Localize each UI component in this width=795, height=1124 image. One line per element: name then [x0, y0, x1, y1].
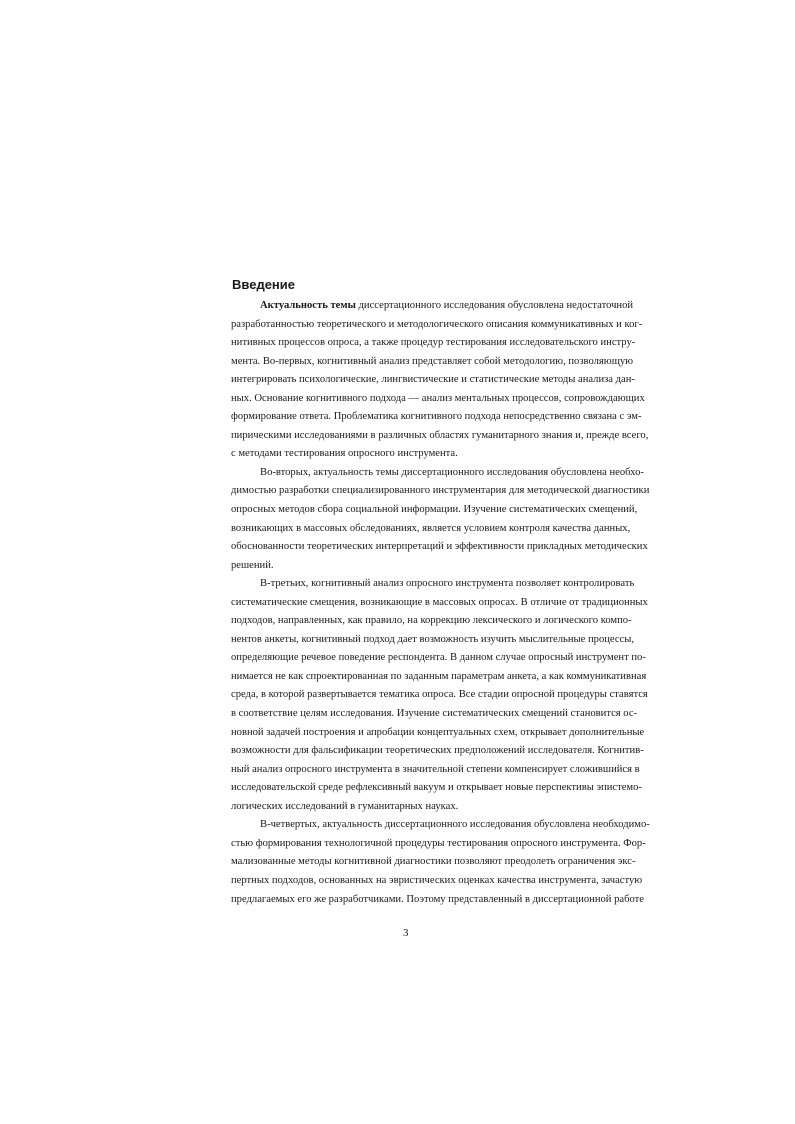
paragraph-line: в соответствие целям исследования. Изучение систематических смещений становится ос-: [231, 708, 638, 720]
paragraph-line: пирическими исследованиями в различных областях гуманитарного знания и, прежде всего,: [231, 429, 649, 441]
paragraph-line: логических исследований в гуманитарных науках.: [231, 800, 459, 812]
page-number: 3: [403, 927, 409, 939]
paragraph-line: с методами тестирования опросного инструмента.: [231, 448, 458, 460]
paragraph-line: пертных подходов, основанных на эвристических оценках качества инструмента, зачастую: [231, 874, 643, 886]
paragraph-fourth: [231, 816, 650, 909]
paragraph-line: среда, в которой развертывается тематика опроса. Все стадии опросной процедуры ставятся: [231, 689, 648, 701]
paragraph-line: ных. Основание когнитивного подхода — анализ ментальных процессов, сопровождающих: [231, 392, 645, 404]
paragraph-line: разработанностью теоретического и методологического описания коммуникативных и ког-: [231, 318, 643, 330]
paragraph-line: Во-вторых, актуальность темы диссертационного исследования обусловлена необхо-: [260, 466, 644, 478]
paragraph-line: подходов, направленных, как правило, на коррекцию лексического и логического компо-: [231, 615, 632, 627]
paragraph-line: димостью разработки специализированного инструментария для методической диагностики: [231, 485, 650, 497]
paragraph-line: возможности для фальсификации теоретических предположений исследователя. Когнитив-: [231, 745, 644, 757]
paragraph-line: решений.: [231, 559, 274, 571]
paragraph-line: нимается не как спроектированная по заданным параметрам анкета, а как коммуникативная: [231, 670, 647, 682]
paragraph-line: ный анализ опросного инструмента в значительной степени компенсирует сложившийся в: [231, 763, 640, 775]
paragraph-relevance: [231, 297, 649, 464]
paragraph-line: предлагаемых его же разработчиками. Поэтому представленный в диссертационной работе: [231, 893, 644, 905]
paragraph-line: интегрировать психологические, лингвистические и статистические методы анализа дан-: [231, 374, 635, 386]
paragraph-line: формирование ответа. Проблематика когнитивного подхода непосредственно связана с эм-: [231, 411, 642, 423]
bold-lead: Актуальность темы: [260, 300, 356, 311]
paragraph-line: нитивных процессов опроса, а также процедур тестирования исследовательского инстру-: [231, 337, 636, 349]
paragraph-line: стью формирования технологичной процедуры тестирования опросного инструмента. Фор-: [231, 837, 646, 849]
paragraph-line: Актуальность темы диссертационного исследования обусловлена недостаточной: [260, 300, 634, 311]
body-text: [231, 297, 650, 909]
paragraph-line: мализованные методы когнитивной диагностики позволяют преодолеть ограничения экс-: [231, 856, 636, 868]
paragraph-line: опросных методов сбора социальной информации. Изучение систематических смещений,: [231, 504, 638, 516]
section-heading: Введение: [232, 277, 295, 292]
paragraph-line: нентов анкеты, когнитивный подход дает возможность изучить мыслительные процессы,: [231, 633, 635, 645]
paragraph-line: обоснованности теоретических интерпретаций и эффективности прикладных методических: [231, 541, 648, 553]
paragraph-third: [231, 575, 648, 816]
paragraph-line: исследовательской среде рефлексивный вакуум и открывает новые перспективы эпистемо-: [231, 782, 642, 794]
paragraph-second: [231, 464, 650, 575]
paragraph-line: определяющие речевое поведение респондента. В данном случае опросный инструмент по-: [231, 652, 646, 664]
paragraph-line: В-четвертых, актуальность диссертационного исследования обусловлена необходимо-: [260, 819, 650, 831]
paragraph-line: систематические смещения, возникающие в массовых опросах. В отличие от традиционных: [231, 596, 648, 608]
paragraph-line: новной задачей построения и апробации концептуальных схем, открывает дополнительные: [231, 726, 645, 738]
paragraph-line: возникающих в массовых обследованиях, является условием контроля качества данных,: [231, 522, 631, 534]
paragraph-line: В-третьих, когнитивный анализ опросного инструмента позволяет контролировать: [260, 578, 635, 590]
paragraph-line: мента. Во-первых, когнитивный анализ представляет собой методологию, позволяющую: [231, 355, 634, 367]
